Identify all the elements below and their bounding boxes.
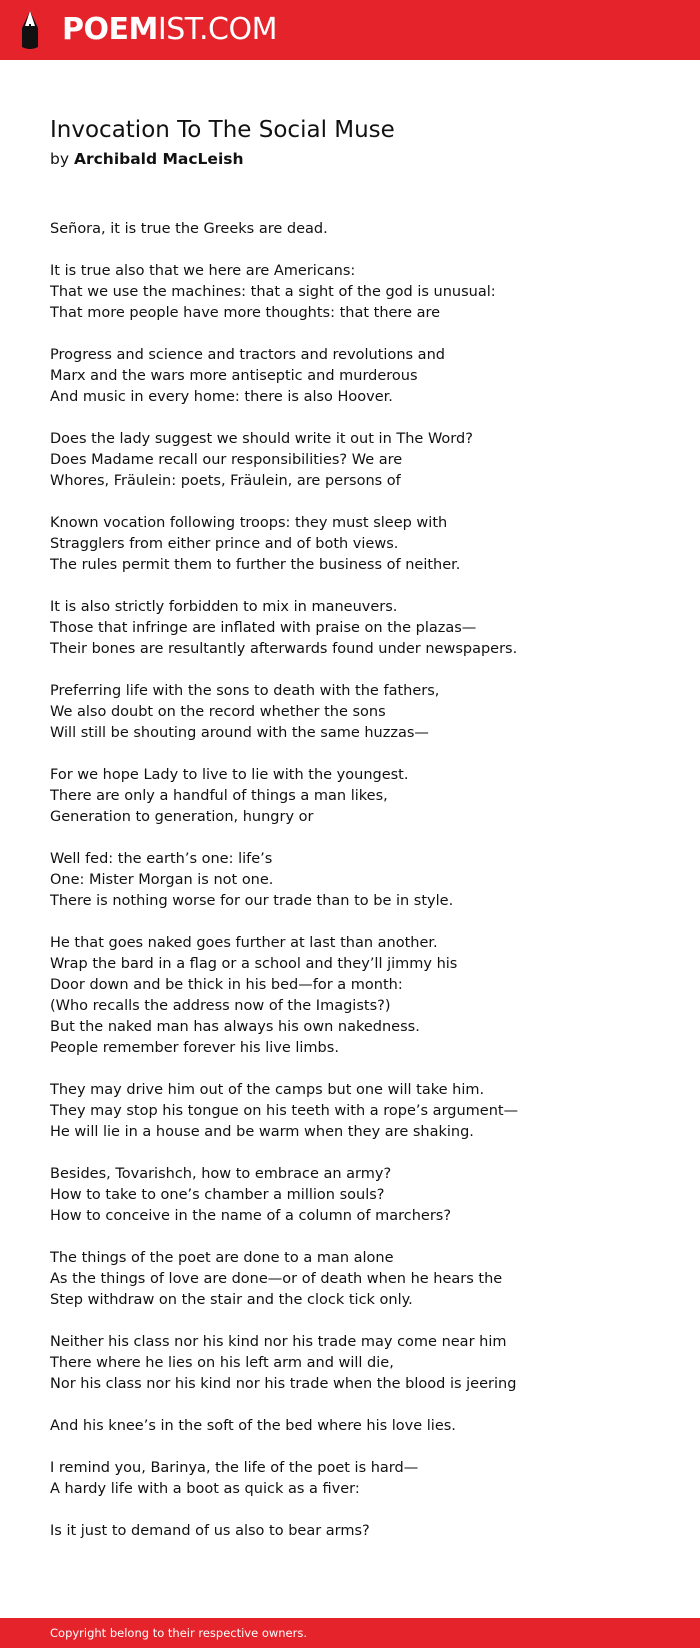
poem-line: The rules permit them to further the business of neither. [50,557,461,573]
poem-line: Does the lady suggest we should write it out in The Word? [50,431,473,447]
pen-nib-icon[interactable] [18,10,42,51]
poem-line: That we use the machines: that a sight of the god is unusual: [50,284,496,300]
poem-line: Señora, it is true the Greeks are dead. [50,221,328,237]
poem-line: And his knee’s in the soft of the bed where his love lies. [50,1418,456,1434]
poem-line: They may drive him out of the camps but one will take him. [50,1082,485,1098]
poem-line: Will still be shouting around with the same huzzas— [50,725,429,741]
poem-line: Stragglers from either prince and of both views. [50,536,399,552]
stanza-break [50,1227,670,1248]
poem-line: People remember forever his live limbs. [50,1040,339,1056]
poem-line: Known vocation following troops: they must sleep with [50,515,448,531]
poem-line: He will lie in a house and be warm when they are shaking. [50,1124,474,1140]
stanza-break [50,408,670,429]
poem-title: Invocation To The Social Muse [50,117,395,143]
poem-line: Preferring life with the sons to death with the fathers, [50,683,440,699]
poem-line: One: Mister Morgan is not one. [50,872,274,888]
stanza-break [50,1311,670,1332]
poem-line: He that goes naked goes further at last than another. [50,935,438,951]
poem-line: That more people have more thoughts: that there are [50,305,441,321]
poem-line: Well fed: the earth’s one: life’s [50,851,273,867]
poem-line: There where he lies on his left arm and will die, [50,1355,394,1371]
poem-line: The things of the poet are done to a man alone [50,1250,394,1266]
poem-line: And music in every home: there is also Hoover. [50,389,393,405]
stanza-break [50,324,670,345]
stanza-break [50,240,670,261]
site-logo-link[interactable] [62,13,277,47]
poem-byline [50,148,244,170]
site-header [0,0,700,60]
stanza-break [50,1143,670,1164]
poem-line: Marx and the wars more antiseptic and murderous [50,368,418,384]
poem-line: But the naked man has always his own nakedness. [50,1019,420,1035]
stanza-break [50,660,670,681]
stanza-break [50,1395,670,1416]
poem-line: It is also strictly forbidden to mix in maneuvers. [50,599,398,615]
poem-line: Besides, Tovarishch, how to embrace an army? [50,1166,392,1182]
stanza-break [50,912,670,933]
site-footer [0,1618,700,1648]
poem-line: Their bones are resultantly afterwards found under newspapers. [50,641,518,657]
poem-line: There are only a handful of things a man likes, [50,788,388,804]
poem-line: Wrap the bard in a flag or a school and they’ll jimmy his [50,956,458,972]
poem-line: There is nothing worse for our trade than to be in style. [50,893,454,909]
poem-line: Generation to generation, hungry or [50,809,314,825]
poem-line: How to take to one’s chamber a million souls? [50,1187,385,1203]
stanza-break [50,744,670,765]
poem-line: They may stop his tongue on his teeth with a rope’s argument— [50,1103,519,1119]
poem-line: (Who recalls the address now of the Imagists?) [50,998,391,1014]
poem-line: A hardy life with a boot as quick as a fiver: [50,1481,360,1497]
copyright-text: Copyright belong to their respective owners. [50,1626,308,1640]
poem-line: Does Madame recall our responsibilities? We are [50,452,403,468]
poem-line: For we hope Lady to live to lie with the youngest. [50,767,409,783]
stanza-break [50,492,670,513]
stanza-break [50,1500,670,1521]
stanza-break [50,1059,670,1080]
poem-line: Progress and science and tractors and revolutions and [50,347,445,363]
by-label: by [50,150,70,168]
poem-line: As the things of love are done—or of death when he hears the [50,1271,503,1287]
poem-line: Whores, Fräulein: poets, Fräulein, are persons of [50,473,401,489]
poem-line: Those that infringe are inflated with praise on the plazas— [50,620,477,636]
poem-line: Nor his class nor his kind nor his trade when the blood is jeering [50,1376,517,1392]
logo-bold-text: POEM [62,12,158,47]
poem-line: Step withdraw on the stair and the clock tick only. [50,1292,413,1308]
poem-body [50,219,670,1542]
poem-line: It is true also that we here are Americans: [50,263,356,279]
poem-line: How to conceive in the name of a column of marchers? [50,1208,452,1224]
stanza-break [50,1437,670,1458]
poem-line: I remind you, Barinya, the life of the poet is hard— [50,1460,419,1476]
poem-line: Neither his class nor his kind nor his trade may come near him [50,1334,507,1350]
stanza-break [50,576,670,597]
logo-light-text: IST.COM [157,12,277,47]
poem-line: Is it just to demand of us also to bear arms? [50,1523,370,1539]
poem-line: Door down and be thick in his bed—for a month: [50,977,403,993]
poem-line: We also doubt on the record whether the sons [50,704,386,720]
stanza-break [50,828,670,849]
author-name: Archibald MacLeish [73,150,244,168]
